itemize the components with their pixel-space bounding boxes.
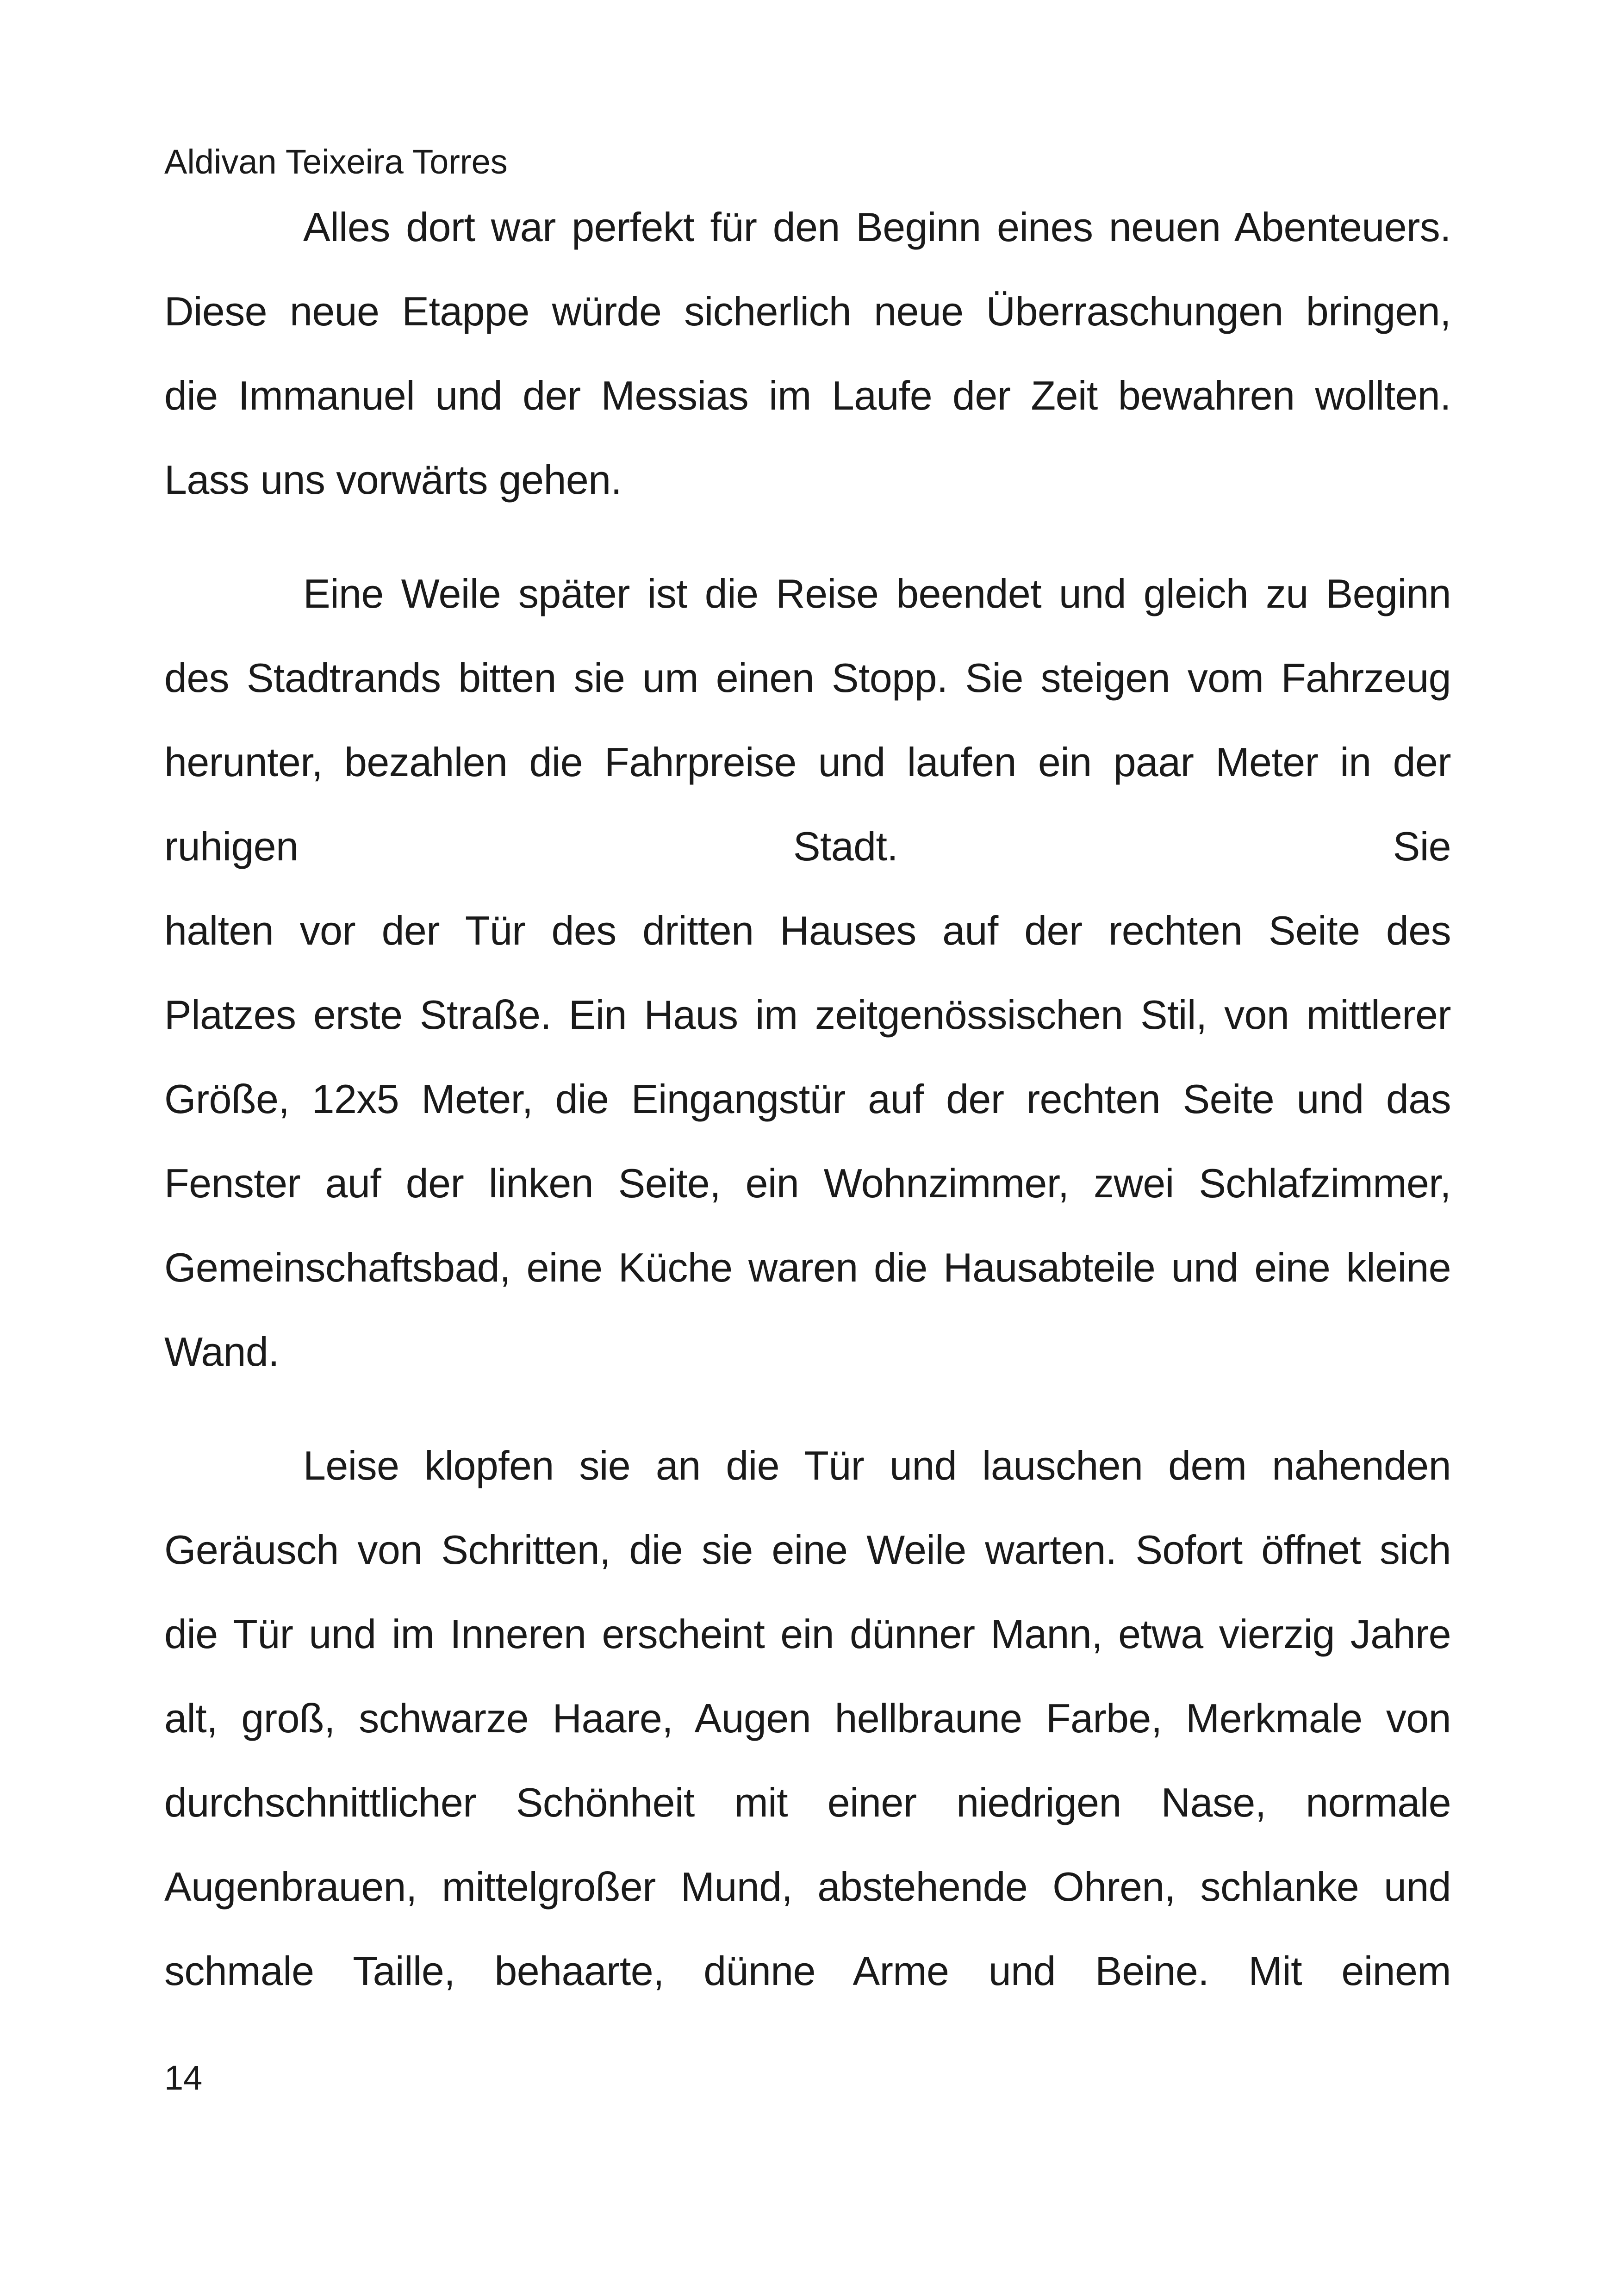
text-line: des Stadtrands bitten sie um einen Stopp. Sie steigen vom Fahrzeug [164, 655, 1451, 701]
text-line: die Immanuel und der Messias im Laufe der Zeit bewahren wollten. [164, 373, 1451, 418]
text-line: Augenbrauen, mittelgroßer Mund, abstehende Ohren, schlanke und [164, 1864, 1451, 1910]
text-line: Fenster auf der linken Seite, ein Wohnzimmer, zwei Schlafzimmer, [164, 1160, 1451, 1206]
text-line: Alles dort war perfekt für den Beginn eines neuen Abenteuers. [303, 204, 1451, 250]
text-line: Wand. [164, 1329, 280, 1375]
text-line: Geräusch von Schritten, die sie eine Weile warten. Sofort öffnet sich [164, 1527, 1451, 1573]
paragraph-2 [164, 552, 1451, 1394]
page-number: 14 [164, 2059, 203, 2097]
text-line: durchschnittlicher Schönheit mit einer niedrigen Nase, normale [164, 1780, 1451, 1825]
text-line: schmale Taille, behaarte, dünne Arme und Beine. Mit einem [164, 1948, 1451, 1994]
body-text [164, 185, 1451, 2043]
text-line: Leise klopfen sie an die Tür und lauschen dem nahenden [303, 1443, 1451, 1488]
text-line: Platzes erste Straße. Ein Haus im zeitgenössischen Stil, von mittlerer [164, 992, 1451, 1038]
text-line: herunter, bezahlen die Fahrpreise und laufen ein paar Meter in der [164, 739, 1451, 785]
text-line: alt, groß, schwarze Haare, Augen hellbraune Farbe, Merkmale von [164, 1695, 1451, 1741]
paragraph-3 [164, 1424, 1451, 2013]
text-line: halten vor der Tür des dritten Hauses auf der rechten Seite des [164, 908, 1451, 953]
text-line: Gemeinschaftsbad, eine Küche waren die Hausabteile und eine kleine [164, 1244, 1451, 1290]
text-line: Größe, 12x5 Meter, die Eingangstür auf der rechten Seite und das [164, 1076, 1451, 1122]
text-line: Eine Weile später ist die Reise beendet und gleich zu Beginn [303, 571, 1451, 616]
text-line: Lass uns vorwärts gehen. [164, 457, 622, 503]
paragraph-1 [164, 185, 1451, 522]
text-line: die Tür und im Inneren erscheint ein dünner Mann, etwa vierzig Jahre [164, 1611, 1451, 1657]
text-line: Diese neue Etappe würde sicherlich neue Überraschungen bringen, [164, 288, 1451, 334]
text-line: ruhigen Stadt. Sie [164, 823, 1451, 869]
running-head-author: Aldivan Teixeira Torres [164, 143, 508, 181]
